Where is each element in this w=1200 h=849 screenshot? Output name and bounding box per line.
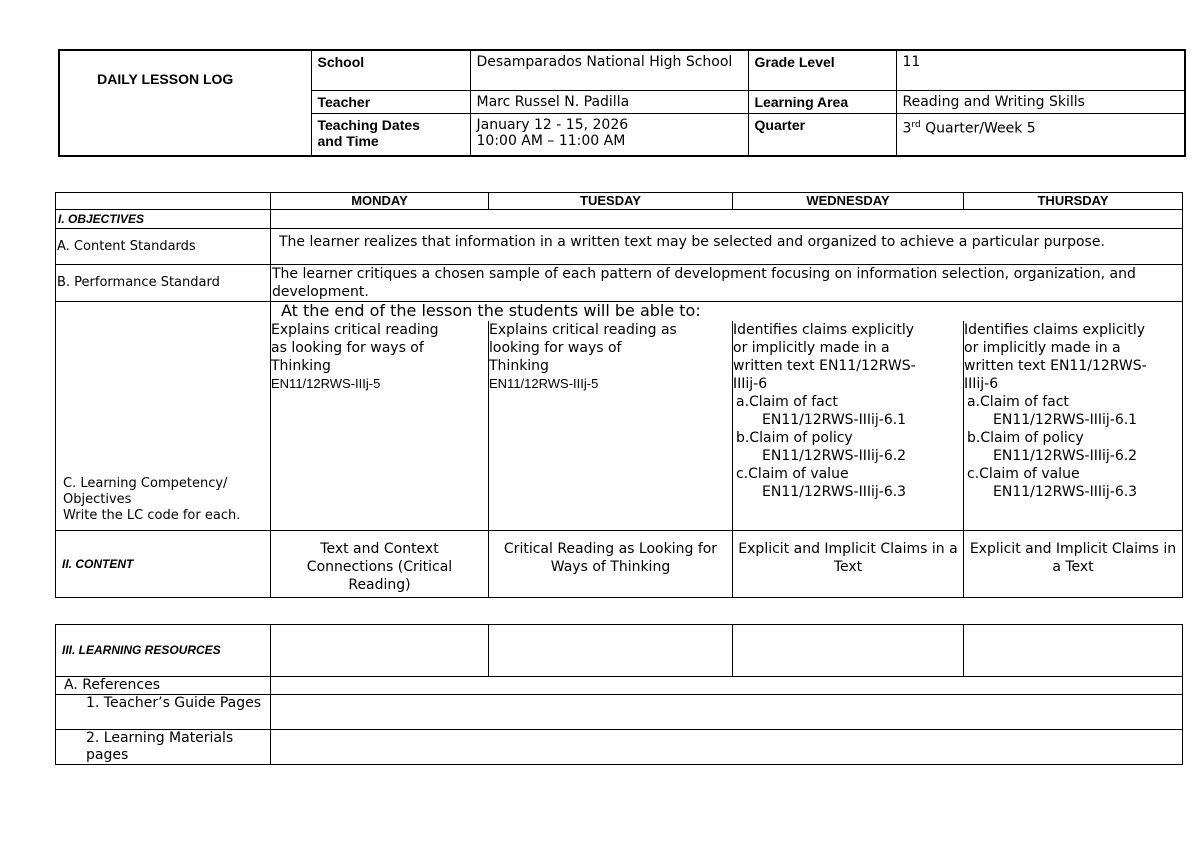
content-thursday: Explicit and Implicit Claims in a Text <box>964 531 1183 598</box>
tuesday-lc-code: EN11/12RWS-IIIj-5 <box>489 375 599 391</box>
content-monday: Text and Context Connections (Critical Reading) <box>271 531 489 598</box>
monday-lc-code: EN11/12RWS-IIIj-5 <box>271 375 381 391</box>
performance-standard-text: The learner critiques a chosen sample of each pattern of development focusing on information selection, organization, and development. <box>271 265 1183 302</box>
performance-standard-label: B. Performance Standard <box>56 265 271 302</box>
teaching-dates-label-line1: Teaching Dates <box>317 116 420 133</box>
teaching-dates-value-line2: 10:00 AM – 11:00 AM <box>476 132 626 149</box>
references-value <box>271 677 1183 695</box>
resources-section-title: III. LEARNING RESOURCES <box>56 625 271 677</box>
thursday-claim-fact: a.Claim of fact <box>967 393 1069 410</box>
thursday-claim-policy: b.Claim of policy <box>967 429 1084 446</box>
wednesday-line4: IIIij-6 <box>733 375 768 392</box>
school-value: Desamparados National High School <box>470 50 748 90</box>
resources-monday <box>271 625 489 677</box>
wednesday-line3: written text EN11/12RWS- <box>733 357 916 374</box>
teachers-guide-label: 1. Teacher’s Guide Pages <box>56 695 271 730</box>
resources-table <box>55 624 1183 765</box>
monday-line1: Explains critical reading <box>271 321 439 338</box>
resources-wednesday <box>733 625 964 677</box>
day-header-tuesday: TUESDAY <box>489 193 733 210</box>
school-label: School <box>311 50 470 90</box>
competency-wednesday <box>733 321 964 531</box>
thursday-line3: written text EN11/12RWS- <box>964 357 1147 374</box>
learning-materials-line2: pages <box>86 747 129 763</box>
resources-tuesday <box>489 625 733 677</box>
quarter-label: Quarter <box>748 113 896 156</box>
wednesday-claim-fact: a.Claim of fact <box>736 393 838 410</box>
learning-area-value: Reading and Writing Skills <box>896 90 1185 113</box>
grade-level-label: Grade Level <box>748 50 896 90</box>
learning-materials-label <box>56 730 271 765</box>
day-header-thursday: THURSDAY <box>964 193 1183 210</box>
competency-label-line2: Objectives <box>63 492 132 507</box>
quarter-value <box>896 113 1185 156</box>
competency-thursday <box>964 321 1183 531</box>
quarter-text: Quarter/Week 5 <box>920 120 1036 137</box>
objectives-section-title: I. OBJECTIVES <box>56 210 271 229</box>
wednesday-claim-policy: b.Claim of policy <box>736 429 853 446</box>
teacher-label: Teacher <box>311 90 470 113</box>
teaching-dates-value-line1: January 12 - 15, 2026 <box>476 116 629 133</box>
competency-label-line3: Write the LC code for each. <box>63 508 241 523</box>
quarter-suffix: rd <box>911 119 921 130</box>
references-label: A. References <box>56 677 271 695</box>
thursday-claim-policy-code: EN11/12RWS-IIIij-6.2 <box>993 447 1138 464</box>
thursday-claim-value-code: EN11/12RWS-IIIij-6.3 <box>993 483 1138 500</box>
teacher-value: Marc Russel N. Padilla <box>470 90 748 113</box>
teaching-dates-value <box>470 113 748 156</box>
learning-materials-line1: 2. Learning Materials <box>86 730 234 746</box>
tuesday-line3: Thinking <box>489 357 549 374</box>
grade-level-value: 11 <box>896 50 1185 90</box>
page-title: DAILY LESSON LOG <box>59 50 311 156</box>
content-tuesday: Critical Reading as Looking for Ways of Thinking <box>489 531 733 598</box>
thursday-claim-value: c.Claim of value <box>967 465 1080 482</box>
competency-label-line1: C. Learning Competency/ <box>63 476 228 491</box>
header-table <box>58 49 1186 157</box>
tuesday-line1: Explains critical reading as <box>489 321 677 338</box>
competency-monday <box>271 321 489 531</box>
thursday-claim-fact-code: EN11/12RWS-IIIij-6.1 <box>993 411 1138 428</box>
wednesday-claim-value: c.Claim of value <box>736 465 849 482</box>
corner-cell <box>56 193 271 210</box>
wednesday-claim-policy-code: EN11/12RWS-IIIij-6.2 <box>762 447 907 464</box>
lesson-intro: At the end of the lesson the students will be able to: <box>271 302 1183 321</box>
resources-thursday <box>964 625 1183 677</box>
learning-area-label: Learning Area <box>748 90 896 113</box>
tuesday-line2: looking for ways of <box>489 339 622 356</box>
content-standards-label: A. Content Standards <box>56 229 271 265</box>
thursday-line4: IIIij-6 <box>964 375 999 392</box>
content-standards-text: The learner realizes that information in a written text may be selected and organized to achieve a particular purpose. <box>271 229 1183 265</box>
learning-competency-label <box>56 302 271 531</box>
teaching-dates-label-line2: and Time <box>317 132 379 149</box>
thursday-line1: Identifies claims explicitly <box>964 321 1146 338</box>
wednesday-line1: Identifies claims explicitly <box>733 321 915 338</box>
wednesday-line2: or implicitly made in a <box>733 339 890 356</box>
teaching-dates-label <box>311 113 470 156</box>
quarter-number: 3 <box>902 120 912 137</box>
objectives-section-blank <box>271 210 1183 229</box>
content-wednesday: Explicit and Implicit Claims in a Text <box>733 531 964 598</box>
content-section-title: II. CONTENT <box>56 531 271 598</box>
day-header-monday: MONDAY <box>271 193 489 210</box>
wednesday-claim-fact-code: EN11/12RWS-IIIij-6.1 <box>762 411 907 428</box>
objectives-table <box>55 192 1183 598</box>
learning-materials-value <box>271 730 1183 765</box>
teachers-guide-value <box>271 695 1183 730</box>
thursday-line2: or implicitly made in a <box>964 339 1121 356</box>
monday-line2: as looking for ways of <box>271 339 424 356</box>
wednesday-claim-value-code: EN11/12RWS-IIIij-6.3 <box>762 483 907 500</box>
monday-line3: Thinking <box>271 357 331 374</box>
competency-tuesday <box>489 321 733 531</box>
day-header-wednesday: WEDNESDAY <box>733 193 964 210</box>
